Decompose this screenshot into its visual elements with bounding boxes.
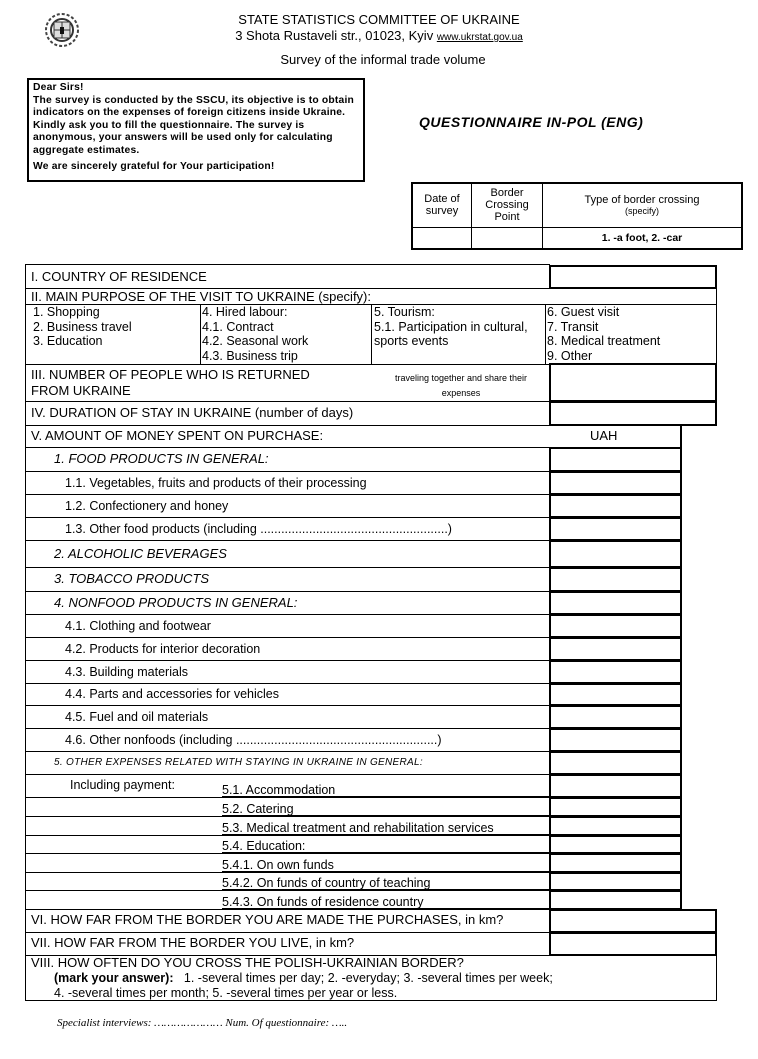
- questionnaire-title: QUESTIONNAIRE IN-POL (ENG): [419, 114, 644, 130]
- divider: [25, 425, 681, 426]
- purpose-options-col-3[interactable]: [374, 305, 528, 349]
- type-of-crossing-label: Type of border crossing: [584, 194, 700, 207]
- expense-amount-field[interactable]: [549, 540, 682, 568]
- type-of-crossing-field[interactable]: 1. -a foot, 2. -car: [543, 227, 743, 249]
- expense-amount-field[interactable]: [549, 447, 682, 472]
- divider: [25, 872, 550, 873]
- q3-label-line-2: FROM UKRAINE: [31, 383, 131, 398]
- residence-distance-field[interactable]: [549, 932, 717, 956]
- expense-amount-field[interactable]: [549, 835, 682, 854]
- intro-box: [27, 78, 365, 182]
- purpose-option[interactable]: 3. Education: [33, 334, 103, 348]
- purpose-options-col-4[interactable]: [547, 305, 660, 363]
- divider: [545, 304, 546, 364]
- purpose-option[interactable]: 4.1. Contract: [202, 319, 274, 334]
- q3-note: [375, 371, 547, 401]
- divider: [25, 364, 550, 365]
- website-link[interactable]: www.ukrstat.gov.ua: [436, 32, 523, 43]
- expense-amount-field[interactable]: [549, 591, 682, 615]
- q4-label: IV. DURATION OF STAY IN UKRAINE (number of days): [31, 405, 354, 420]
- expense-amount-field[interactable]: [549, 471, 682, 495]
- type-of-crossing-note: (specify): [624, 206, 659, 217]
- expense-row-label: 1.3. Other food products (including ......................................................): [65, 522, 452, 536]
- purpose-option[interactable]: 6. Guest visit: [547, 305, 620, 319]
- q7-label-main: VII. HOW FAR FROM THE BORDER YOU LIVE,: [31, 935, 313, 950]
- q5-label: V. AMOUNT OF MONEY SPENT ON PURCHASE:: [31, 428, 324, 443]
- purpose-option[interactable]: 9. Other: [547, 348, 593, 363]
- purpose-options-col-2[interactable]: [202, 305, 308, 363]
- expense-amount-field[interactable]: [549, 494, 682, 518]
- q3-note-line-2: expenses: [441, 388, 481, 398]
- q3-label: [31, 368, 310, 398]
- border-crossing-point-field[interactable]: [472, 227, 543, 249]
- expense-amount-field[interactable]: [549, 890, 682, 910]
- expense-subrow-label: 5.4.3. On funds of residence country: [222, 895, 424, 909]
- expense-row-label: 5. OTHER EXPENSES RELATED WITH STAYING IN UKRAINE IN GENERAL:: [54, 757, 423, 768]
- divider: [25, 567, 550, 568]
- organization-address: [0, 28, 758, 43]
- survey-title: Survey of the informal trade volume: [280, 52, 486, 67]
- divider: [25, 683, 550, 684]
- expense-amount-field[interactable]: [549, 517, 682, 541]
- purpose-option[interactable]: 5. Tourism:: [374, 305, 435, 319]
- number-of-people-field[interactable]: [549, 363, 717, 402]
- date-of-survey-field[interactable]: [412, 227, 472, 249]
- q3-label-line-1: III. NUMBER OF PEOPLE WHO IS RETURNED: [31, 367, 310, 382]
- divider: [25, 1000, 717, 1001]
- expense-row-label: 4.6. Other nonfoods (including ..........................................................): [65, 733, 442, 747]
- divider: [25, 890, 550, 891]
- survey-meta-table: [411, 182, 743, 250]
- expense-amount-field[interactable]: [549, 567, 682, 592]
- q6-label: [31, 913, 503, 927]
- divider: [25, 517, 550, 518]
- expense-amount-field[interactable]: [549, 751, 682, 775]
- form-border-right: [716, 955, 717, 1001]
- expense-row-label: 3. TOBACCO PRODUCTS: [54, 571, 210, 586]
- expense-amount-field[interactable]: [549, 774, 682, 798]
- divider: [200, 304, 201, 364]
- divider: [25, 932, 550, 933]
- divider: [25, 614, 550, 615]
- expense-amount-field[interactable]: [549, 614, 682, 638]
- expense-amount-field[interactable]: [549, 705, 682, 729]
- divider: [25, 471, 550, 472]
- q8-options-line-1[interactable]: [54, 971, 553, 985]
- expense-row-label: 1. FOOD PRODUCTS IN GENERAL:: [54, 451, 269, 466]
- expense-amount-field[interactable]: [549, 683, 682, 706]
- divider: [25, 853, 550, 854]
- expense-row-label: 4.1. Clothing and footwear: [65, 619, 211, 633]
- expense-subrow-label: 5.1. Accommodation: [222, 783, 336, 797]
- q6-label-unit: in km?: [461, 912, 504, 927]
- expense-row-label: 1.1. Vegetables, fruits and products of their processing: [65, 476, 367, 490]
- expense-amount-field[interactable]: [549, 797, 682, 817]
- divider: [25, 447, 550, 448]
- expense-row-label: 4.5. Fuel and oil materials: [65, 710, 209, 724]
- type-of-crossing-header: [543, 183, 743, 227]
- organization-name: STATE STATISTICS COMMITTEE OF UKRAINE: [238, 12, 520, 27]
- expense-amount-field[interactable]: [549, 816, 682, 836]
- divider: [371, 304, 372, 364]
- divider: [25, 264, 550, 265]
- expense-row-label: 4.3. Building materials: [65, 665, 188, 679]
- q7-label: [31, 936, 354, 950]
- purpose-options-col-1[interactable]: [33, 305, 132, 349]
- q1-label: I. COUNTRY OF RESIDENCE: [31, 269, 207, 284]
- divider: [25, 728, 550, 729]
- purpose-option[interactable]: sports events: [374, 334, 449, 348]
- specialist-footer: Specialist interviews: ………………… Num. Of questionnaire: …..: [57, 1017, 348, 1029]
- divider: [25, 401, 550, 402]
- expense-amount-field[interactable]: [549, 637, 682, 661]
- purpose-option[interactable]: 1. Shopping: [33, 305, 100, 319]
- expense-amount-field[interactable]: [549, 660, 682, 684]
- divider: [25, 540, 550, 541]
- q2-label: II. MAIN PURPOSE OF THE VISIT TO UKRAINE (specify):: [31, 289, 371, 304]
- intro-greeting: Dear Sirs!: [33, 82, 84, 93]
- q3-note-line-1: traveling together and share their: [394, 373, 528, 383]
- intro-body: The survey is conducted by the SSCU, its objective is to obtain indicators on the expenses of foreign citizens inside Ukraine. Kindly ask you to fill the questionnaire. The survey is anonymous, your answers will be used only for calculating aggregate estimates.: [33, 94, 354, 156]
- purpose-option[interactable]: 4. Hired labour:: [202, 305, 288, 319]
- date-of-survey-header: Date of survey: [412, 183, 472, 227]
- expense-amount-field[interactable]: [549, 853, 682, 873]
- divider: [25, 494, 550, 495]
- country-of-residence-field[interactable]: [549, 265, 717, 289]
- expense-row-label: 1.2. Confectionery and honey: [65, 499, 229, 513]
- including-payment-label: Including payment:: [70, 778, 175, 792]
- expense-subrow-label: 5.4.1. On own funds: [222, 858, 334, 872]
- purpose-option[interactable]: 4.3. Business trip: [202, 348, 298, 363]
- expense-subrow-label: 5.4.2. On funds of country of teaching: [222, 876, 431, 890]
- expense-subrow-label: 5.4. Education:: [222, 839, 306, 853]
- form-border-right: [716, 288, 717, 364]
- expense-subrow-label: 5.2. Catering: [222, 802, 294, 816]
- purpose-option[interactable]: 2. Business travel: [33, 319, 132, 334]
- q8-options-line-2[interactable]: 4. -several times per month; 5. -several times per year or less.: [54, 986, 398, 1000]
- expense-subrow-label: 5.3. Medical treatment and rehabilitation services: [222, 821, 494, 835]
- purchase-distance-field[interactable]: [549, 909, 717, 933]
- expense-amount-field[interactable]: [549, 728, 682, 752]
- expense-row-label: 4. NONFOOD PRODUCTS IN GENERAL:: [54, 595, 298, 610]
- divider: [25, 751, 550, 752]
- divider: [25, 637, 550, 638]
- q8-mark-label: (mark your answer):: [54, 971, 174, 985]
- border-crossing-point-header: Border Crossing Point: [472, 183, 543, 227]
- q7-label-unit: in km?: [312, 935, 355, 950]
- divider: [25, 705, 550, 706]
- divider: [25, 797, 550, 798]
- address-text: 3 Shota Rustaveli str., 01023, Kyiv: [235, 28, 434, 43]
- expense-row-label: 2. ALCOHOLIC BEVERAGES: [54, 546, 227, 561]
- intro-thanks: We are sincerely grateful for Your participation!: [33, 160, 275, 172]
- currency-label: UAH: [590, 428, 618, 443]
- expense-row-label: 4.4. Parts and accessories for vehicles: [65, 687, 279, 701]
- divider: [25, 835, 550, 836]
- purpose-option[interactable]: 4.2. Seasonal work: [202, 334, 309, 348]
- duration-of-stay-field[interactable]: [549, 401, 717, 426]
- divider: [25, 774, 550, 775]
- purpose-option[interactable]: 8. Medical treatment: [547, 334, 661, 348]
- q8-label: VIII. HOW OFTEN DO YOU CROSS THE POLISH-UKRAINIAN BORDER?: [31, 955, 464, 970]
- divider: [25, 591, 550, 592]
- purpose-option[interactable]: 7. Transit: [547, 319, 599, 334]
- divider: [25, 660, 550, 661]
- expense-row-label: 4.2. Products for interior decoration: [65, 642, 261, 656]
- purpose-option[interactable]: 5.1. Participation in cultural,: [374, 319, 528, 334]
- frequency-options[interactable]: 1. -several times per day; 2. -everyday; 3. -several times per week;: [183, 971, 553, 985]
- expense-amount-field[interactable]: [549, 872, 682, 891]
- divider: [25, 816, 550, 817]
- q6-label-main: VI. HOW FAR FROM THE BORDER YOU ARE MADE THE PURCHASES,: [31, 912, 462, 927]
